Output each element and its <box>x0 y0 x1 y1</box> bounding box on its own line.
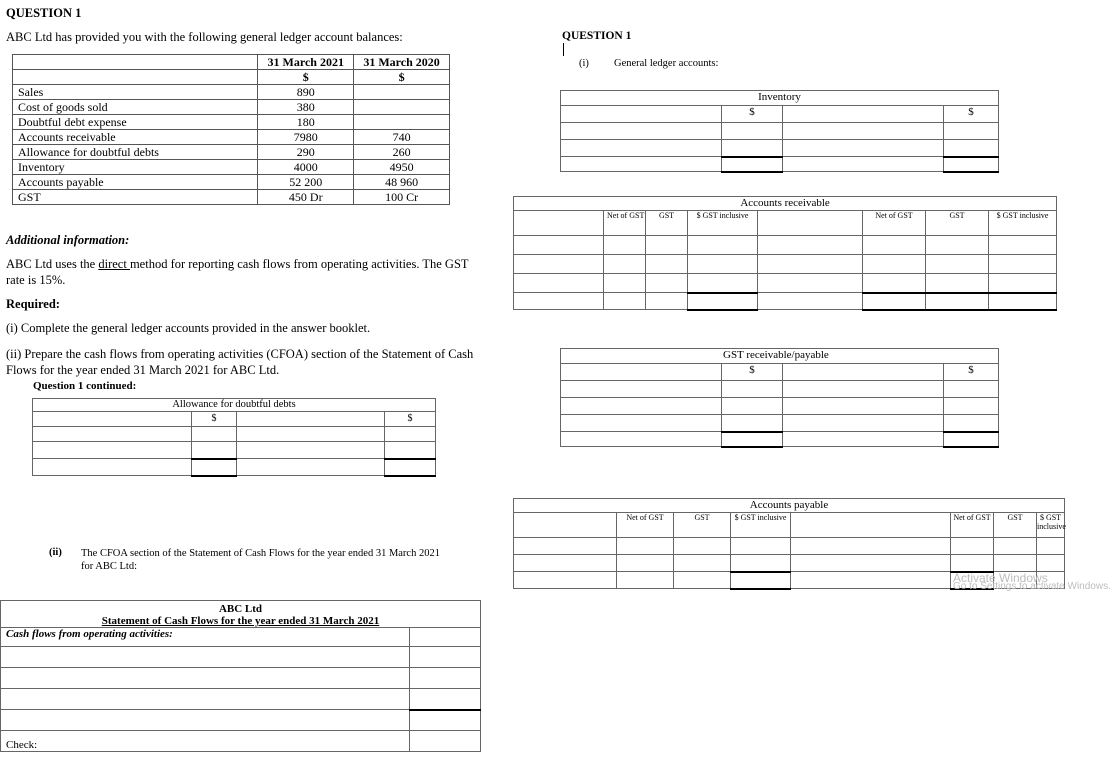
balance-row <box>13 130 450 145</box>
balance-value-2021: 7980 <box>258 130 354 145</box>
balance-row <box>13 175 450 190</box>
required-i: (i) Complete the general ledger accounts provided in the answer booklet. <box>6 321 371 335</box>
balance-label: GST <box>13 190 258 205</box>
balance-label: Accounts payable <box>13 175 258 190</box>
balance-header-blank <box>13 55 258 70</box>
ap-title: Accounts payable <box>514 499 1065 513</box>
intro-text: ABC Ltd has provided you with the following general ledger account balances: <box>6 30 403 44</box>
ap-col-net-gst-cr: Net of GST <box>951 513 994 538</box>
balance-header-2021: 31 March 2021 <box>258 55 354 70</box>
balance-label: Doubtful debt expense <box>13 115 258 130</box>
balance-value-2020: 48 960 <box>354 175 450 190</box>
balance-value-2020 <box>354 100 450 115</box>
cfoa-title: Statement of Cash Flows for the year ended 31 March 2021 <box>101 615 380 627</box>
balance-label: Accounts receivable <box>13 130 258 145</box>
accounts-receivable-account <box>513 196 1057 311</box>
balance-value-2020: 740 <box>354 130 450 145</box>
allowance-title: Allowance for doubtful debts <box>33 399 436 412</box>
balance-row <box>13 115 450 130</box>
balance-value-2020: 100 Cr <box>354 190 450 205</box>
cfoa-section-heading: Cash flows from operating activities: <box>1 628 410 647</box>
ap-col-net-gst-dr: Net of GST <box>617 513 674 538</box>
ap-col-inclusive-cr: $ GST inclusive <box>1037 513 1065 538</box>
balance-row <box>13 145 450 160</box>
additional-info-direct: direct <box>98 257 130 271</box>
ar-col-inclusive-cr: $ GST inclusive <box>989 211 1057 236</box>
balance-table <box>12 54 450 205</box>
right-part-i-label: (i) <box>579 58 589 69</box>
allowance-dr-unit: $ <box>192 412 237 427</box>
inventory-title: Inventory <box>561 91 999 106</box>
balance-row <box>13 85 450 100</box>
cfoa-check: Check: <box>1 731 410 752</box>
ap-col-inclusive-dr: $ GST inclusive <box>731 513 791 538</box>
cfoa-company: ABC Ltd <box>218 603 263 615</box>
cfoa-header <box>1 601 481 628</box>
balance-value-2021: 450 Dr <box>258 190 354 205</box>
text-cursor <box>563 43 564 56</box>
additional-info-heading: Additional information: <box>6 233 130 247</box>
balance-label: Cost of goods sold <box>13 100 258 115</box>
balance-label: Sales <box>13 85 258 100</box>
ap-col-gst-cr: GST <box>994 513 1037 538</box>
ar-col-net-gst-cr: Net of GST <box>863 211 926 236</box>
ar-title: Accounts receivable <box>514 197 1057 211</box>
inventory-dr-unit: $ <box>722 106 783 123</box>
balance-unit-2021: $ <box>258 70 354 85</box>
balance-row <box>13 160 450 175</box>
ar-col-net-gst-dr: Net of GST <box>604 211 646 236</box>
part-ii-label: (ii) <box>49 547 62 558</box>
right-part-i-text: General ledger accounts: <box>614 58 719 69</box>
gst-cr-unit: $ <box>944 364 999 381</box>
balance-header-2020: 31 March 2020 <box>354 55 450 70</box>
balance-value-2021: 52 200 <box>258 175 354 190</box>
balance-unit-2020: $ <box>354 70 450 85</box>
ar-col-inclusive-dr: $ GST inclusive <box>688 211 758 236</box>
balance-unit-blank <box>13 70 258 85</box>
additional-info-text <box>6 256 486 288</box>
ar-col-gst-dr: GST <box>646 211 688 236</box>
continued-heading: Question 1 continued: <box>33 380 137 392</box>
right-question-title: QUESTION 1 <box>562 30 632 42</box>
balance-row <box>13 190 450 205</box>
required-ii: (ii) Prepare the cash flows from operating activities (CFOA) section of the Statement of Cash Flows for the year ended 31 March 2021 for ABC Ltd. <box>6 347 474 377</box>
balance-value-2021: 180 <box>258 115 354 130</box>
balance-value-2020: 260 <box>354 145 450 160</box>
gst-account <box>560 348 999 448</box>
part-ii-text: The CFOA section of the Statement of Cash Flows for the year ended 31 March 2021 for ABC Ltd: <box>81 548 440 572</box>
balance-value-2020: 4950 <box>354 160 450 175</box>
allowance-cr-unit: $ <box>385 412 436 427</box>
balance-value-2021: 4000 <box>258 160 354 175</box>
balance-value-2020 <box>354 85 450 100</box>
additional-info-part-a: ABC Ltd uses the <box>6 257 99 271</box>
required-heading: Required: <box>6 297 60 311</box>
ar-col-gst-cr: GST <box>926 211 989 236</box>
inventory-cr-unit: $ <box>944 106 999 123</box>
ap-col-gst-dr: GST <box>674 513 731 538</box>
allowance-account <box>32 398 436 477</box>
balance-value-2021: 380 <box>258 100 354 115</box>
activate-windows-watermark: Activate Windows <box>953 571 1048 585</box>
activate-windows-subtext-text: Go to Settings to activate Windows. <box>953 581 1111 592</box>
balance-row <box>13 100 450 115</box>
inventory-account <box>560 90 999 173</box>
balance-label: Allowance for doubtful debts <box>13 145 258 160</box>
additional-info-part-b: method for reporting cash flows from operating activities. The GST rate is 15%. <box>6 257 469 287</box>
gst-title: GST receivable/payable <box>561 349 999 364</box>
gst-dr-unit: $ <box>722 364 783 381</box>
question-title: QUESTION 1 <box>6 6 82 20</box>
balance-label: Inventory <box>13 160 258 175</box>
balance-value-2020 <box>354 115 450 130</box>
balance-value-2021: 890 <box>258 85 354 100</box>
activate-windows-subtext <box>953 581 1111 593</box>
cfoa-table <box>0 600 481 752</box>
balance-value-2021: 290 <box>258 145 354 160</box>
